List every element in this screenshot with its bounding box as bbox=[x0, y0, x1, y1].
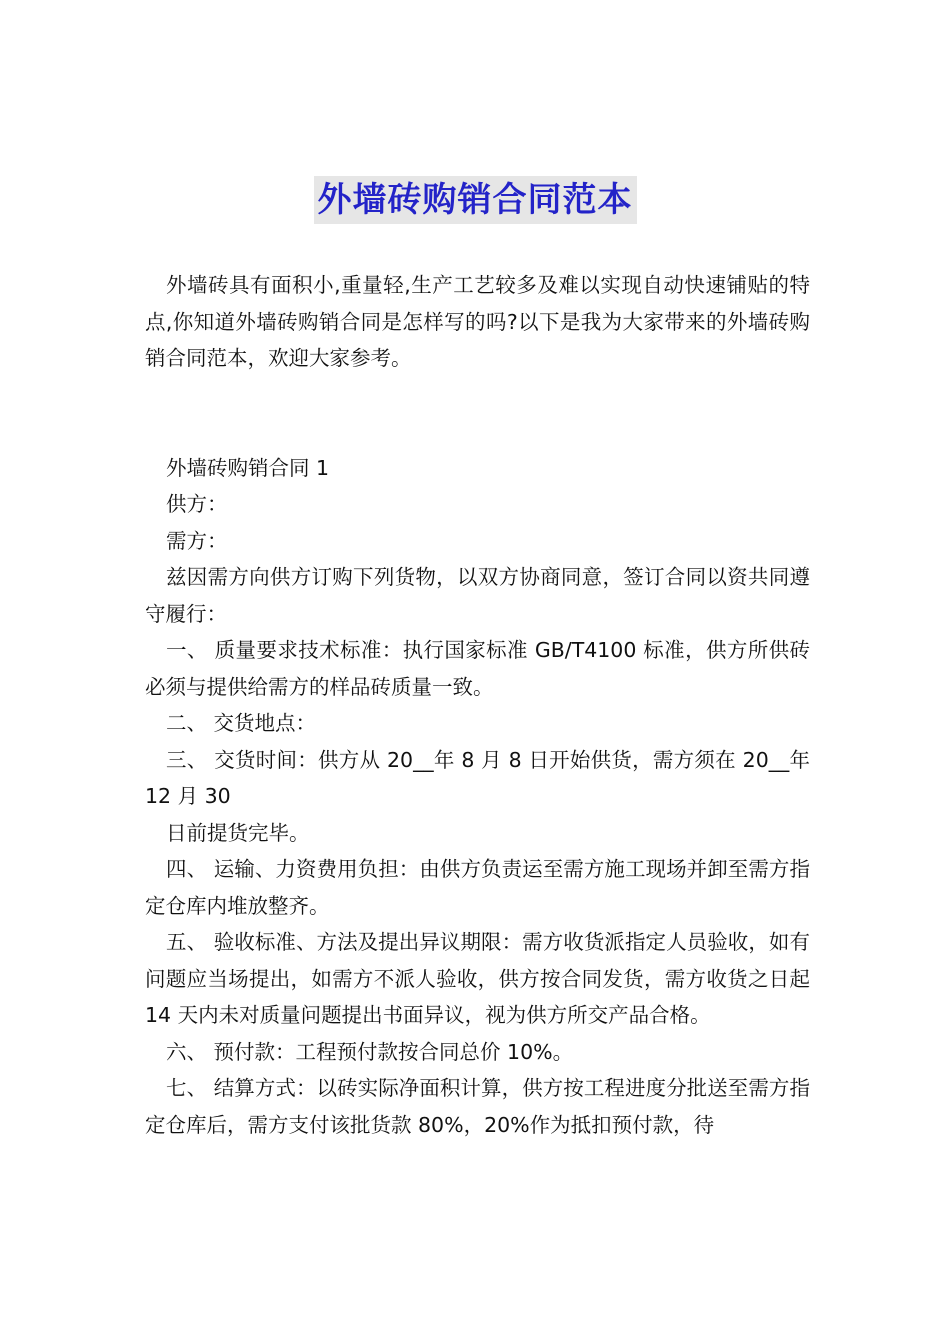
clause-quality: 一、 质量要求技术标准：执行国家标准 GB/T4100 标准，供方所供砖必须与提供给需方的样品砖质量一致。 bbox=[145, 638, 810, 699]
clause-settlement: 七、 结算方式：以砖实际净面积计算，供方按工程进度分批送至需方指定仓库后，需方支付该批货款 80%，20%作为抵扣预付款，待 bbox=[145, 1076, 810, 1137]
buyer-line: 需方： bbox=[166, 528, 228, 553]
clause-delivery-location: 二、 交货地点： bbox=[166, 711, 317, 735]
document-title: 外墙砖购销合同范本 bbox=[314, 176, 637, 224]
document-body bbox=[145, 267, 810, 1143]
clause-acceptance: 五、 验收标准、方法及提出异议期限：需方收货派指定人员验收，如有问题应当场提出，如需方不派人验收，供方按合同发货，需方收货之日起 14 天内未对质量问题提出书面异议，视为供方所交产品合格。 bbox=[145, 930, 810, 1027]
title-wrap bbox=[0, 176, 950, 224]
clause-prepayment: 六、 预付款：工程预付款按合同总价 10%。 bbox=[166, 1039, 574, 1064]
clause-delivery-time-end: 日前提货完毕。 bbox=[166, 820, 310, 845]
clause-transport: 四、 运输、力资费用负担：由供方负责运至需方施工现场并卸至需方指定仓库内堆放整齐。 bbox=[145, 857, 810, 918]
preamble-paragraph: 兹因需方向供方订购下列货物，以双方协商同意，签订合同以资共同遵守履行： bbox=[145, 565, 810, 626]
clause-delivery-time: 三、 交货时间：供方从 20__年 8 月 8 日开始供货，需方须在 20__年 12 月 30 bbox=[145, 747, 810, 808]
contract-heading: 外墙砖购销合同 1 bbox=[166, 455, 330, 480]
supplier-line: 供方： bbox=[166, 492, 228, 516]
paragraph-gap bbox=[145, 377, 810, 450]
intro-paragraph: 外墙砖具有面积小,重量轻,生产工艺较多及难以实现自动快速铺贴的特点,你知道外墙砖购销合同是怎样写的吗?以下是我为大家带来的外墙砖购销合同范本，欢迎大家参考。 bbox=[145, 273, 810, 370]
